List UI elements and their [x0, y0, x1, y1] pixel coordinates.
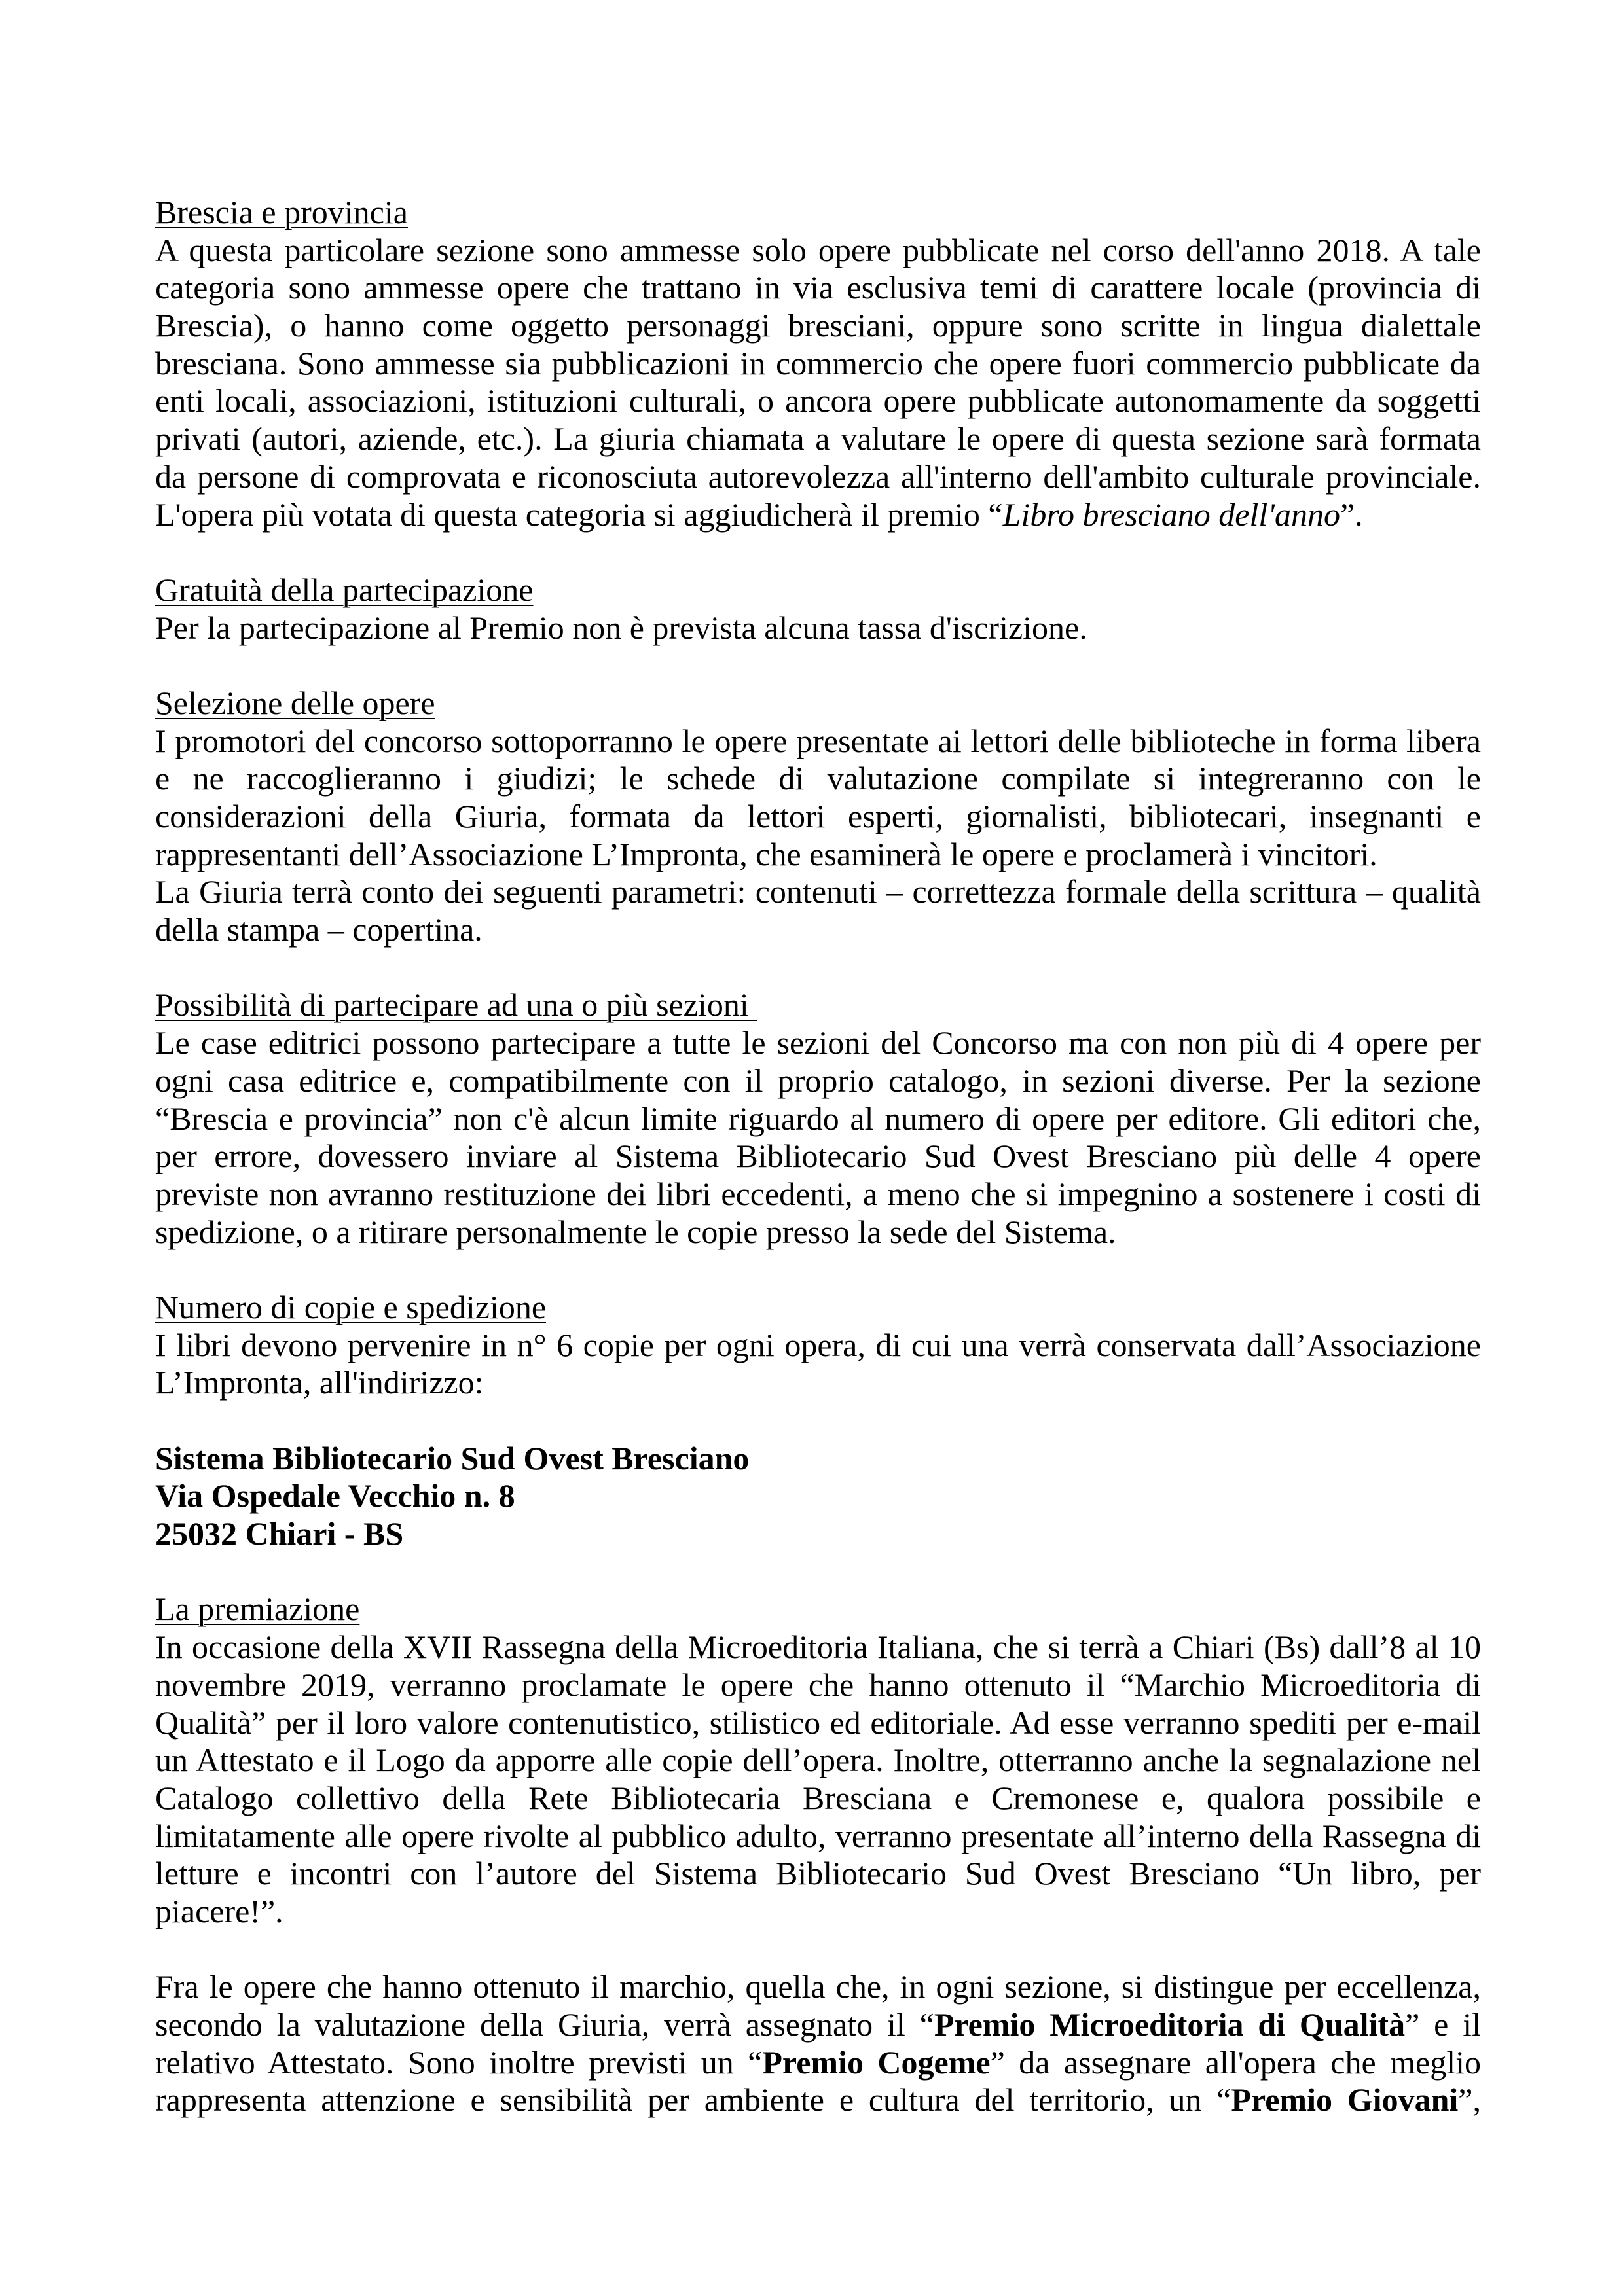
paragraph-line: ogni casa editrice e, compatibilmente con il proprio catalogo, in sezioni diverse. Per la sezione: [155, 1062, 1481, 1099]
bold-text: Premio Cogeme: [762, 2043, 991, 2081]
paragraph-line: privati (autori, aziende, etc.). La giuria chiamata a valutare le opere di questa sezione sarà formata: [155, 420, 1481, 457]
text-run: ” e il: [1405, 2006, 1482, 2043]
shipping-address: [155, 1440, 1481, 1553]
section-gratuita: [155, 571, 1481, 647]
paragraph-line: [155, 496, 1481, 534]
section-copie-spedizione: [155, 1289, 1481, 1402]
paragraph-line: previste non avranno restituzione dei libri eccedenti, a meno che si impegnino a sostenere i costi di: [155, 1175, 1481, 1212]
paragraph-line: A questa particolare sezione sono ammesse solo opere pubblicate nel corso dell'anno 2018. A tale: [155, 231, 1481, 268]
italic-text: Libro bresciano dell'anno: [1002, 495, 1340, 533]
paragraph-line: In occasione della XVII Rassegna della Microeditoria Italiana, che si terrà a Chiari (Bs) dall’8 al 10: [155, 1628, 1481, 1666]
text-run: secondo la valutazione della Giuria, verrà assegnato il “: [155, 2006, 934, 2043]
paragraph-line: novembre 2019, verranno proclamate le opere che hanno ottenuto il “Marchio Microeditoria di: [155, 1666, 1481, 1703]
paragraph-line: [155, 2006, 1481, 2044]
section-heading: Brescia e provincia: [155, 194, 408, 230]
section-selezione-opere: [155, 685, 1481, 949]
paragraph-line: spedizione, o a ritirare personalmente le copie presso la sede del Sistema.: [155, 1213, 1116, 1250]
paragraph-line: categoria sono ammesse opere che trattano in via esclusiva temi di carattere locale (provincia di: [155, 269, 1481, 306]
paragraph-line: piacere!”.: [155, 1892, 283, 1929]
paragraph-line: per errore, dovessero inviare al Sistema Bibliotecario Sud Ovest Bresciano più delle 4 opere: [155, 1138, 1481, 1175]
paragraph-line: Catalogo collettivo della Rete Bibliotecaria Bresciana e Cremonese e, qualora possibile e: [155, 1779, 1481, 1816]
paragraph-line: e ne raccoglieranno i giudizi; le schede di valutazione compilate si integreranno con le: [155, 760, 1481, 797]
paragraph-line: letture e incontri con l’autore del Sistema Bibliotecario Sud Ovest Bresciano “Un libro, per: [155, 1855, 1481, 1892]
paragraph-line: [155, 2044, 1481, 2082]
paragraph-line: “Brescia e provincia” non c'è alcun limite riguardo al numero di opere per editore. Gli editori che,: [155, 1100, 1481, 1137]
paragraph-line: Brescia), o hanno come oggetto personaggi bresciani, oppure sono scritte in lingua dialettale: [155, 307, 1481, 344]
paragraph-line: bresciana. Sono ammesse sia pubblicazioni in commercio che opere fuori commercio pubblicate da: [155, 344, 1481, 382]
paragraph-line: Le case editrici possono partecipare a tutte le sezioni del Concorso ma con non più di 4 opere per: [155, 1024, 1481, 1062]
text-run: rappresenta attenzione e sensibilità per ambiente e cultura del territorio, un “: [155, 2081, 1231, 2119]
document-body: [155, 194, 1481, 2157]
paragraph-line: I promotori del concorso sottoporranno le opere presentate ai lettori delle biblioteche in forma libera: [155, 722, 1481, 759]
bold-text: Premio Microeditoria di Qualità: [934, 2006, 1406, 2043]
section-heading: La premiazione: [155, 1590, 360, 1628]
section-premiazione: [155, 1590, 1481, 1930]
paragraph-line: da persone di comprovata e riconosciuta autorevolezza all'interno dell'ambito culturale provinciale.: [155, 457, 1481, 495]
text-run: ”.: [1340, 495, 1363, 533]
text-run: L'opera più votata di questa categoria si aggiudicherà il premio “: [155, 495, 1003, 533]
address-line: Sistema Bibliotecario Sud Ovest Bresciano: [155, 1439, 750, 1477]
paragraph-line: rappresentanti dell’Associazione L’Impronta, che esaminerà le opere e proclamerà i vincitori.: [155, 835, 1377, 872]
paragraph-line: Fra le opere che hanno ottenuto il marchio, quella che, in ogni sezione, si distingue per eccellenza,: [155, 1968, 1481, 2005]
paragraph-line: I libri devono pervenire in n° 6 copie per ogni opera, di cui una verrà conservata dall’Associazione: [155, 1326, 1481, 1363]
bold-text: Premio Giovani: [1231, 2081, 1459, 2119]
paragraph-line: L’Impronta, all'indirizzo:: [155, 1364, 484, 1401]
paragraph-line: enti locali, associazioni, istituzioni culturali, o ancora opere pubblicate autonomamente da soggetti: [155, 382, 1481, 420]
paragraph-line: un Attestato e il Logo da apporre alle copie dell’opera. Inoltre, otterranno anche la segnalazione nel: [155, 1742, 1481, 1779]
section-heading: Gratuità della partecipazione: [155, 571, 534, 608]
text-run: relativo Attestato. Sono inoltre previsti un “: [155, 2043, 763, 2081]
section-heading: Possibilità di partecipare ad una o più sezioni: [155, 986, 757, 1024]
paragraph-line: considerazioni della Giuria, formata da lettori esperti, giornalisti, bibliotecari, insegnanti e: [155, 798, 1481, 834]
section-premiazione-premi: [155, 1968, 1481, 2119]
paragraph-line: limitatamente alle opere rivolte al pubblico adulto, verranno presentate all’interno della Rassegna di: [155, 1817, 1481, 1854]
address-line: 25032 Chiari - BS: [155, 1515, 404, 1552]
section-partecipazione-sezioni: [155, 986, 1481, 1251]
paragraph-line: della stampa – copertina.: [155, 911, 483, 948]
paragraph-line: [155, 2081, 1481, 2119]
paragraph-line: Per la partecipazione al Premio non è prevista alcuna tassa d'iscrizione.: [155, 609, 1087, 646]
text-run: ” da assegnare all'opera che meglio: [990, 2043, 1481, 2081]
section-heading: Numero di copie e spedizione: [155, 1288, 547, 1325]
text-run: ”,: [1458, 2081, 1481, 2119]
section-brescia-e-provincia: [155, 194, 1481, 533]
paragraph-line: Qualità” per il loro valore contenutistico, stilistico ed editoriale. Ad esse verranno spediti per e-mail: [155, 1704, 1481, 1741]
paragraph-line: La Giuria terrà conto dei seguenti parametri: contenuti – correttezza formale della scrittura – qualità: [155, 873, 1481, 910]
section-heading: Selezione delle opere: [155, 684, 435, 721]
address-line: Via Ospedale Vecchio n. 8: [155, 1477, 515, 1515]
